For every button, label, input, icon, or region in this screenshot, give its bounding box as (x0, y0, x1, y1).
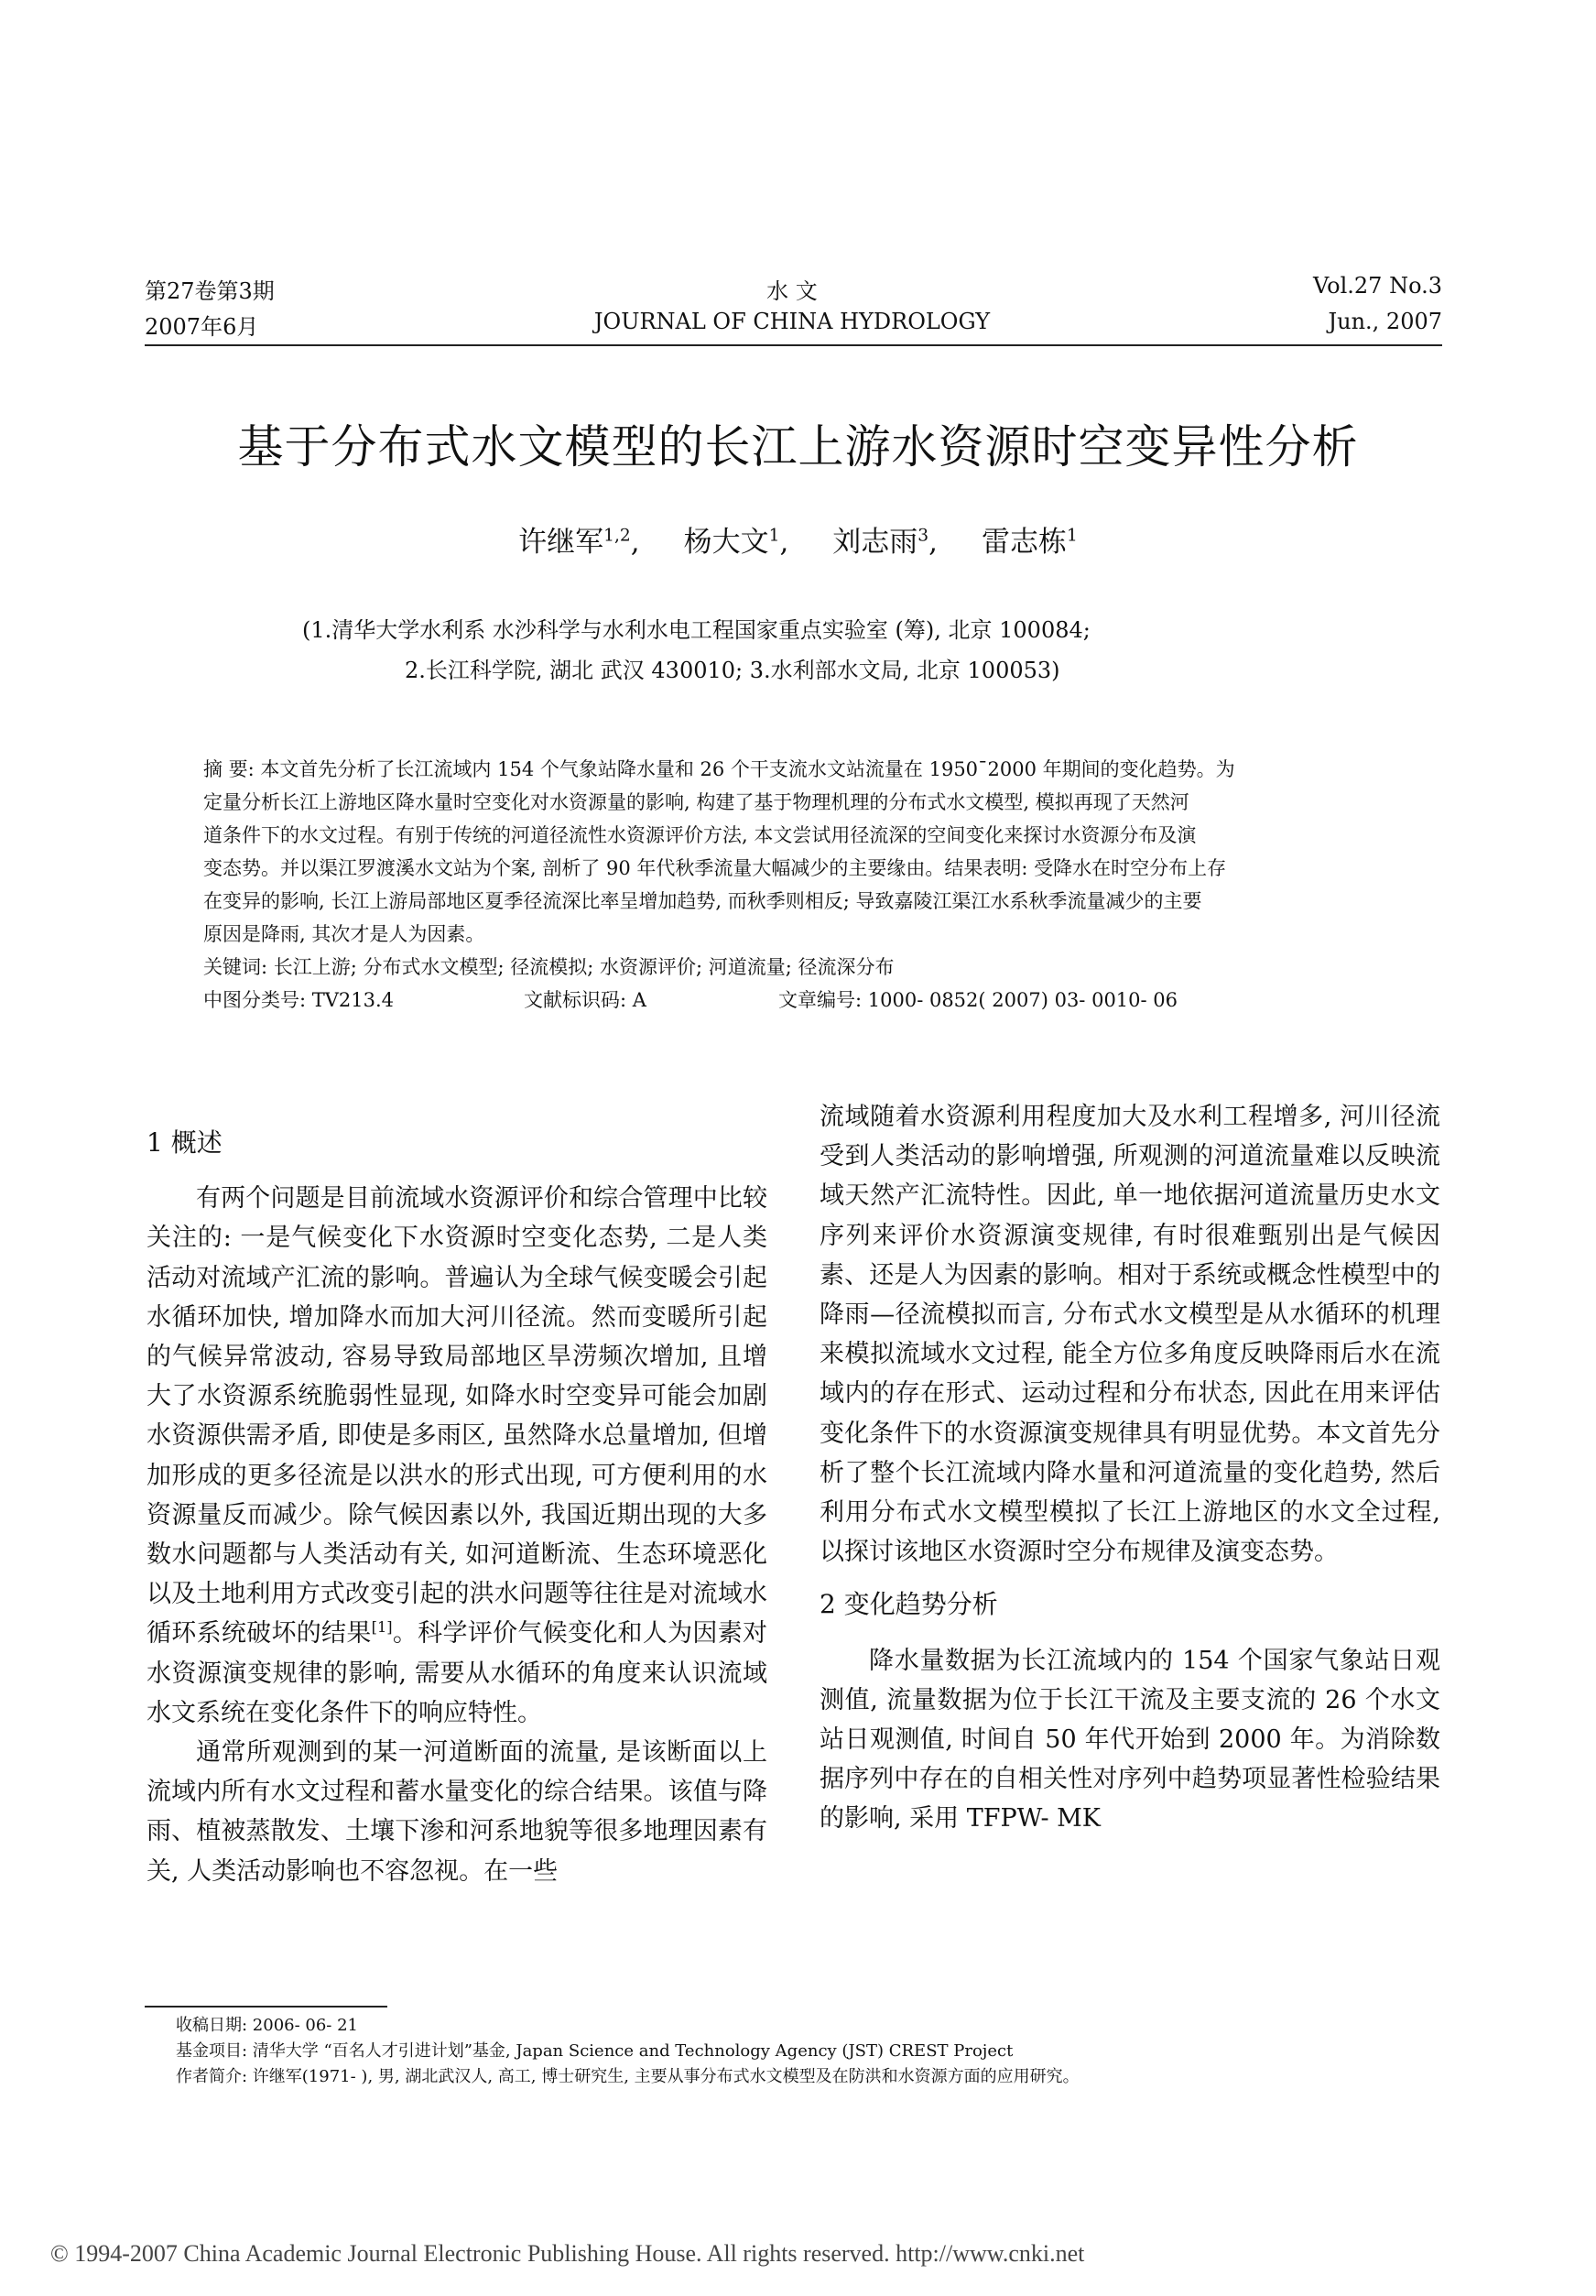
citation-ref: [1] (371, 1618, 393, 1637)
footnote-rule (145, 2006, 387, 2008)
footnotes (176, 2013, 1080, 2090)
header-month: Jun., 2007 (1328, 309, 1442, 334)
body-paragraph: 通常所观测到的某一河道断面的流量, 是该断面以上流域内所有水文过程和蓄水量变化的综合结果。该值与降雨、植被蒸散发、土壤下渗和河系地貌等很多地理因素有关, 人类活动影响也不容忽视。在一些 (147, 1738, 767, 1886)
author-name: 杨大文 (683, 526, 769, 559)
classification-row (203, 984, 1394, 1017)
header-journal-en: JOURNAL OF CHINA HYDROLOGY (593, 309, 991, 334)
header-issue: 第27卷第3期 (145, 278, 275, 304)
abstract-line: 摘 要: 本文首先分析了长江流域内 154 个气象站降水量和 26 个干支流水文站流量在 1950¯2000 年期间的变化趋势。为 (203, 758, 1235, 780)
fund-info: 基金项目: 清华大学 “百名人才引进计划”基金, Japan Science and Technology Agency (JST) CREST Project (176, 2041, 1014, 2061)
author-separator: , (630, 526, 640, 559)
author (684, 526, 789, 559)
author-list (0, 518, 1596, 560)
header-journal-cn: 水 文 (766, 278, 818, 304)
author-separator: , (779, 526, 789, 559)
author-affiliation-mark: 3 (917, 526, 929, 546)
author-name: 雷志栋 (982, 526, 1067, 559)
paper-title: 基于分布式水文模型的长江上游水资源时空变异性分析 (237, 420, 1359, 473)
article-number: 文章编号: 1000- 0852( 2007) 03- 0010- 06 (778, 989, 1178, 1011)
affiliation-line-2: 2.长江科学院, 湖北 武汉 430010; 3.水利部水文局, 北京 100053) (405, 658, 1060, 683)
keywords: 关键词: 长江上游; 分布式水文模型; 径流模拟; 水资源评价; 河道流量; 径流深分布 (203, 956, 895, 978)
abstract-line: 道条件下的水文过程。有别于传统的河道径流性水资源评价方法, 本文尝试用径流深的空间变化来探讨水资源分布及演 (203, 824, 1197, 846)
received-date: 收稿日期: 2006- 06- 21 (176, 2016, 359, 2035)
copyright-footer: © 1994-2007 China Academic Journal Electronic Publishing House. All rights reserved. http://www.cnki.net (50, 2240, 1085, 2267)
author-affiliation-mark: 1 (768, 526, 780, 546)
paragraph-text: 。科学评价气候变化和人为因素对水资源演变规律的影响, 需要从水循环的角度来认识流域水文系统在变化条件下的响应特性。 (147, 1619, 768, 1727)
author-affiliation-mark: 1 (1067, 526, 1078, 546)
abstract-line: 在变异的影响, 长江上游局部地区夏季径流深比率呈增加趋势, 而秋季则相反; 导致嘉陵江渠江水系秋季流量减少的主要 (203, 890, 1202, 912)
affiliation-line-1: (1.清华大学水利系 水沙科学与水利水电工程国家重点实验室 (筹), 北京 100084; (302, 617, 1091, 643)
section-1-heading: 1 概述 (147, 1127, 223, 1158)
header-date: 2007年6月 (145, 314, 259, 340)
body-paragraph: 流域随着水资源利用程度加大及水利工程增多, 河川径流受到人类活动的影响增强, 所观测的河道流量难以反映流域天然产汇流特性。因此, 单一地依据河道流量历史水文序列来评价水资源演变规律, 有时很难甄别出是气候因素、还是人为因素的影响。相对于系统或概念性模型中的降雨—径流模拟而言, 分布式水文模型是从水循环的机理来模拟流域水文过程, 能全方位多角度反映降雨后水在流域内的存在形式、运动过程和分布状态, 因此在用来评估变化条件下的水资源演变规律具有明显优势。本文首先分析了整个长江流域内降水量和河道流量的变化趋势, 然后利用分布式水文模型模拟了长江上游地区的水文全过程, 以探讨该地区水资源时空分布规律及演变态势。 (820, 1103, 1440, 1567)
body-paragraph (147, 1179, 767, 1733)
abstract-line: 变态势。并以渠江罗渡溪水文站为个案, 剖析了 90 年代秋季流量大幅减少的主要缘由。结果表明: 受降水在时空分布上存 (203, 857, 1227, 879)
author (832, 526, 938, 559)
author-name: 刘志雨 (832, 526, 918, 559)
abstract-line: 原因是降雨, 其次才是人为因素。 (203, 923, 485, 945)
abstract (203, 753, 1394, 1017)
paragraph-text: 有两个问题是目前流域水资源评价和综合管理中比较关注的: 一是气候变化下水资源时空变化态势, 二是人类活动对流域产汇流的影响。普遍认为全球气候变暖会引起水循环加快, 增加降水而加大河川径流。然而变暖所引起的气候异常波动, 容易导致局部地区旱涝频次增加, 且增大了水资源系统脆弱性显现, 如降水时空变异可能会加剧水资源供需矛盾, 即使是多雨区, 虽然降水总量增加, 但增加形成的更多径流是以洪水的形式出现, 可方便利用的水资源量反而减少。除气候因素以外, 我国近期出现的大多数水问题都与人类活动有关, 如河道断流、生态环境恶化以及土地利用方式改变引起的洪水问题等往往是对流域水循环系统破坏的结果 (147, 1184, 767, 1649)
left-column (147, 1123, 767, 1891)
clc-number: 中图分类号: TV213.4 (203, 989, 395, 1011)
author-bio: 作者简介: 许继军(1971- ), 男, 湖北武汉人, 高工, 博士研究生, 主要从事分布式水文模型及在防洪和水资源方面的应用研究。 (176, 2067, 1080, 2086)
body-paragraph: 降水量数据为长江流域内的 154 个国家气象站日观测值, 流量数据为位于长江干流及主要支流的 26 个水文站日观测值, 时间自 50 年代开始到 2000 年。为消除数据序列中存在的自相关性对序列中趋势项显著性检验结果的影响, 采用 TFPW- MK (820, 1646, 1440, 1834)
right-column (820, 1097, 1440, 1839)
author-name: 许继军 (518, 526, 604, 559)
author-affiliation-mark: 1,2 (603, 526, 631, 546)
section-2-heading: 2 变化趋势分析 (820, 1589, 998, 1620)
author-separator: , (928, 526, 938, 559)
document-code: 文献标识码: A (524, 989, 646, 1011)
author (518, 526, 639, 559)
header-rule (145, 344, 1442, 346)
abstract-line: 定量分析长江上游地区降水量时空变化对水资源量的影响, 构建了基于物理机理的分布式水文模型, 模拟再现了天然河 (203, 791, 1189, 813)
header-volume: Vol.27 No.3 (1313, 273, 1442, 299)
author (982, 526, 1078, 559)
